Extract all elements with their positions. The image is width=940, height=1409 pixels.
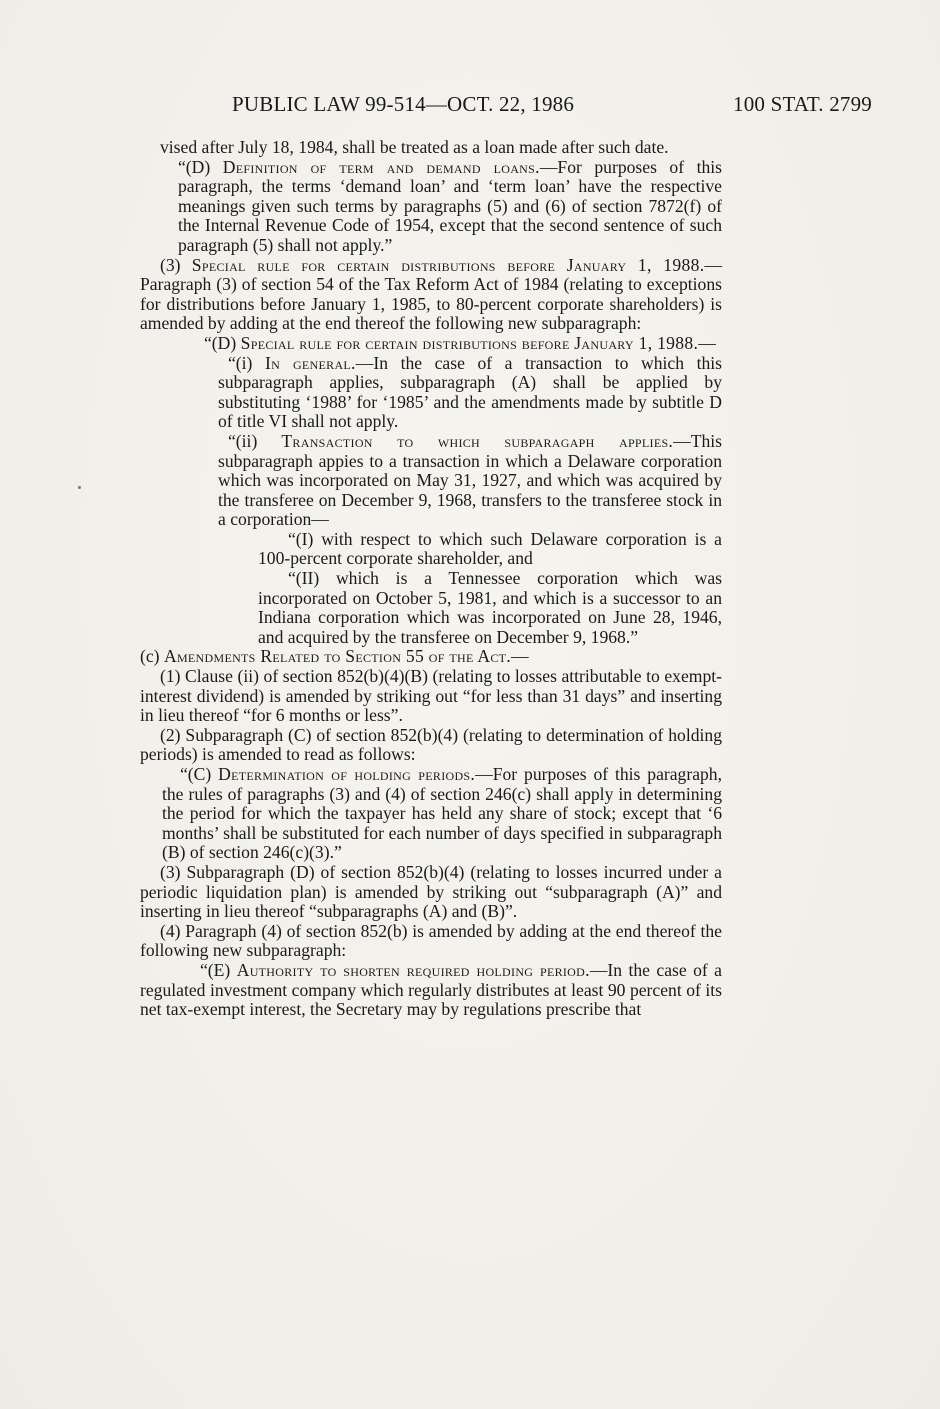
- public-law-citation: PUBLIC LAW 99-514—OCT. 22, 1986: [232, 92, 575, 116]
- subparagraph-d-definitions: “(D) Definition of term and demand loans.—For purposes of this paragraph, the terms ‘demand loan’ and ‘term loan’ have the respective meanings given such terms by paragraphs (5) and (6) of section 7872(f) of the Internal Revenue Code of 1954, except that the second sentence of such paragraph (5) shall not apply.”: [178, 156, 722, 255]
- page-speck: [78, 486, 81, 489]
- heading-in-general: In general.: [264, 352, 356, 373]
- heading-definition: Definition of term and demand loans.: [222, 156, 540, 177]
- paragraph-3-special-rule: (3) Special rule for certain distributions before January 1, 1988.—Paragraph (3) of section 54 of the Tax Reform Act of 1984 (relating to exceptions for distributions before January 1, 1985, to 80-percent corporate shareholders) is amended by adding at the end thereof the following new subparagraph:: [140, 254, 722, 334]
- amendment-1: (1) Clause (ii) of section 852(b)(4)(B) (relating to losses attributable to exempt-interest dividend) is amended by striking out “for less than 31 days” and inserting in lieu thereof “for 6 months or less”.: [140, 666, 722, 726]
- statute-page-number: 100 STAT. 2799: [733, 92, 872, 116]
- subsection-c-amendments: (c) Amendments Related to Section 55 of the Act.—: [140, 646, 529, 667]
- heading-special-rule-d: Special rule for certain distributions before January 1, 1988.: [240, 332, 699, 353]
- clause-i-in-general: “(i) In general.—In the case of a transaction to which this subparagraph applies, subparagraph (A) shall be applied by substituting ‘1988’ for ‘1985’ and the amendments made by subtitle D of title VI shall not apply.: [218, 352, 722, 432]
- subclause-i: “(I) with respect to which such Delaware corporation is a 100-percent corporate shareholder, and: [258, 528, 722, 569]
- subclause-ii: “(II) which is a Tennessee corporation which was incorporated on October 5, 1981, and which is a successor to an Indiana corporation which was incorporated on June 28, 1946, and acquired by the transferee on December 9, 1968.”: [258, 568, 722, 647]
- amendment-2: (2) Subparagraph (C) of section 852(b)(4) (relating to determination of holding periods) is amended to read as follows:: [140, 724, 722, 765]
- amendment-4: (4) Paragraph (4) of section 852(b) is amended by adding at the end thereof the following new subparagraph:: [140, 920, 722, 961]
- heading-holding-periods: Determination of holding periods.: [218, 764, 476, 784]
- subparagraph-e-authority: “(E) Authority to shorten required holding period.—In the case of a regulated investment company which regularly distributes at least 90 percent of its net tax-exempt interest, the Secretary may by regulations prescribe that: [140, 959, 722, 1020]
- running-header: [232, 92, 872, 122]
- heading-special-rule: Special rule for certain distributions before January 1, 1988.: [191, 254, 705, 275]
- heading-authority: Authority to shorten required holding period.: [236, 959, 590, 980]
- subparagraph-d-special-rule: “(D) Special rule for certain distributions before January 1, 1988.—: [204, 332, 716, 353]
- amendment-3: (3) Subparagraph (D) of section 852(b)(4) (relating to losses incurred under a periodic liquidation plan) is amended by striking out “subparagraph (A)” and inserting in lieu thereof “subparagraphs (A) and (B)”.: [140, 861, 722, 922]
- heading-transaction: Transaction to which subparagaph applies.: [281, 430, 674, 451]
- heading-amendments: Amendments Related to Section 55 of the Act.: [163, 646, 511, 667]
- subparagraph-c-holding-periods: “(C) Determination of holding periods.—For purposes of this paragraph, the rules of paragraphs (3) and (4) of section 246(c) shall apply in determining the period for which the taxpayer has held any share of stock; except that ‘6 months’ shall be substituted for each number of days specified in subparagraph (B) of section 246(c)(3).”: [162, 764, 722, 863]
- paragraph-continuation: vised after July 18, 1984, shall be treated as a loan made after such date.: [160, 137, 669, 157]
- statute-text: [140, 138, 722, 1020]
- clause-ii-transaction: “(ii) Transaction to which subparagaph applies.—This subparagraph appies to a transaction in which a Delaware corporation which was incorporated on May 31, 1927, and which was acquired by the transferee on December 9, 1968, transfers to the transferee stock in a corporation—: [218, 430, 722, 530]
